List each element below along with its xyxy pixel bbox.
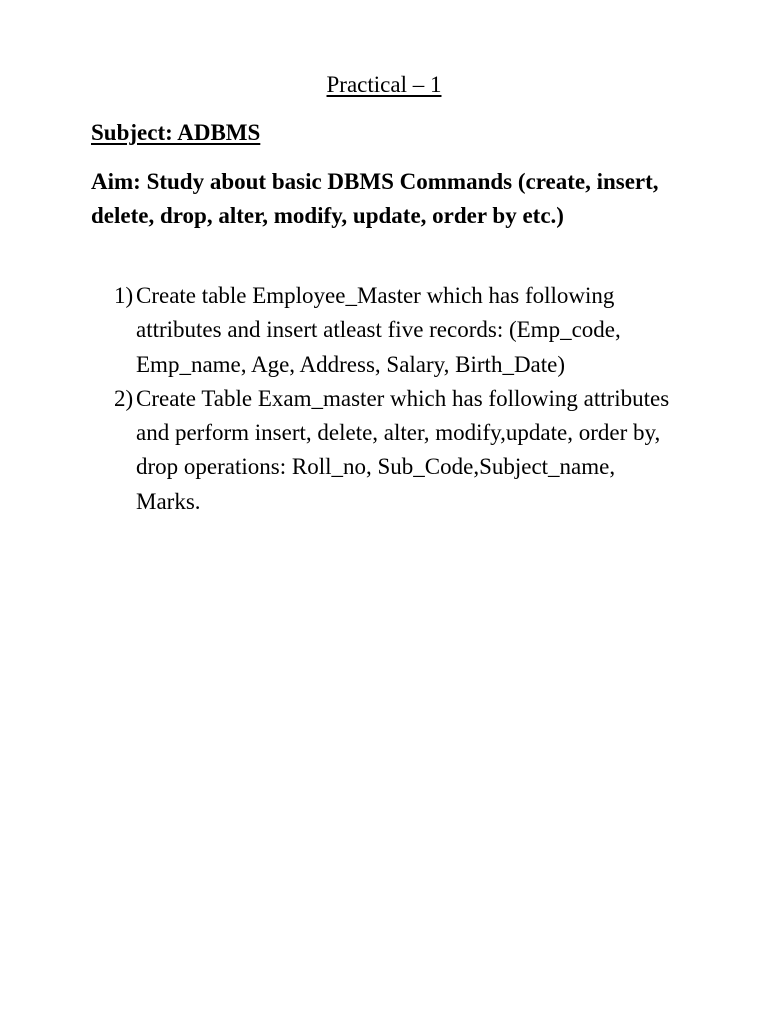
page-title-text: Practical – 1 [326, 72, 442, 97]
list-item [0, 382, 676, 519]
list-item-number: 2) [114, 385, 134, 411]
list-item-text: Create Table Exam_master which has following attributes and perform insert, delete, alter, modify,update, order by, drop operations: Roll_no, Sub_Code,Subject_name, Marks. [136, 385, 670, 514]
subject-heading: Subject: ADBMS [91, 120, 261, 145]
task-list [0, 279, 768, 519]
list-item [0, 279, 676, 382]
page-title [0, 70, 768, 100]
aim-heading: Aim: Study about basic DBMS Commands (create, insert, delete, drop, alter, modify, update, order by etc.) [91, 169, 659, 228]
list-item-number: 1) [114, 283, 134, 308]
list-item-text: Create table Employee_Master which has following attributes and insert atleast five records: (Emp_code, Emp_name, Age, Address, Salary, Birth_Date) [136, 283, 621, 377]
